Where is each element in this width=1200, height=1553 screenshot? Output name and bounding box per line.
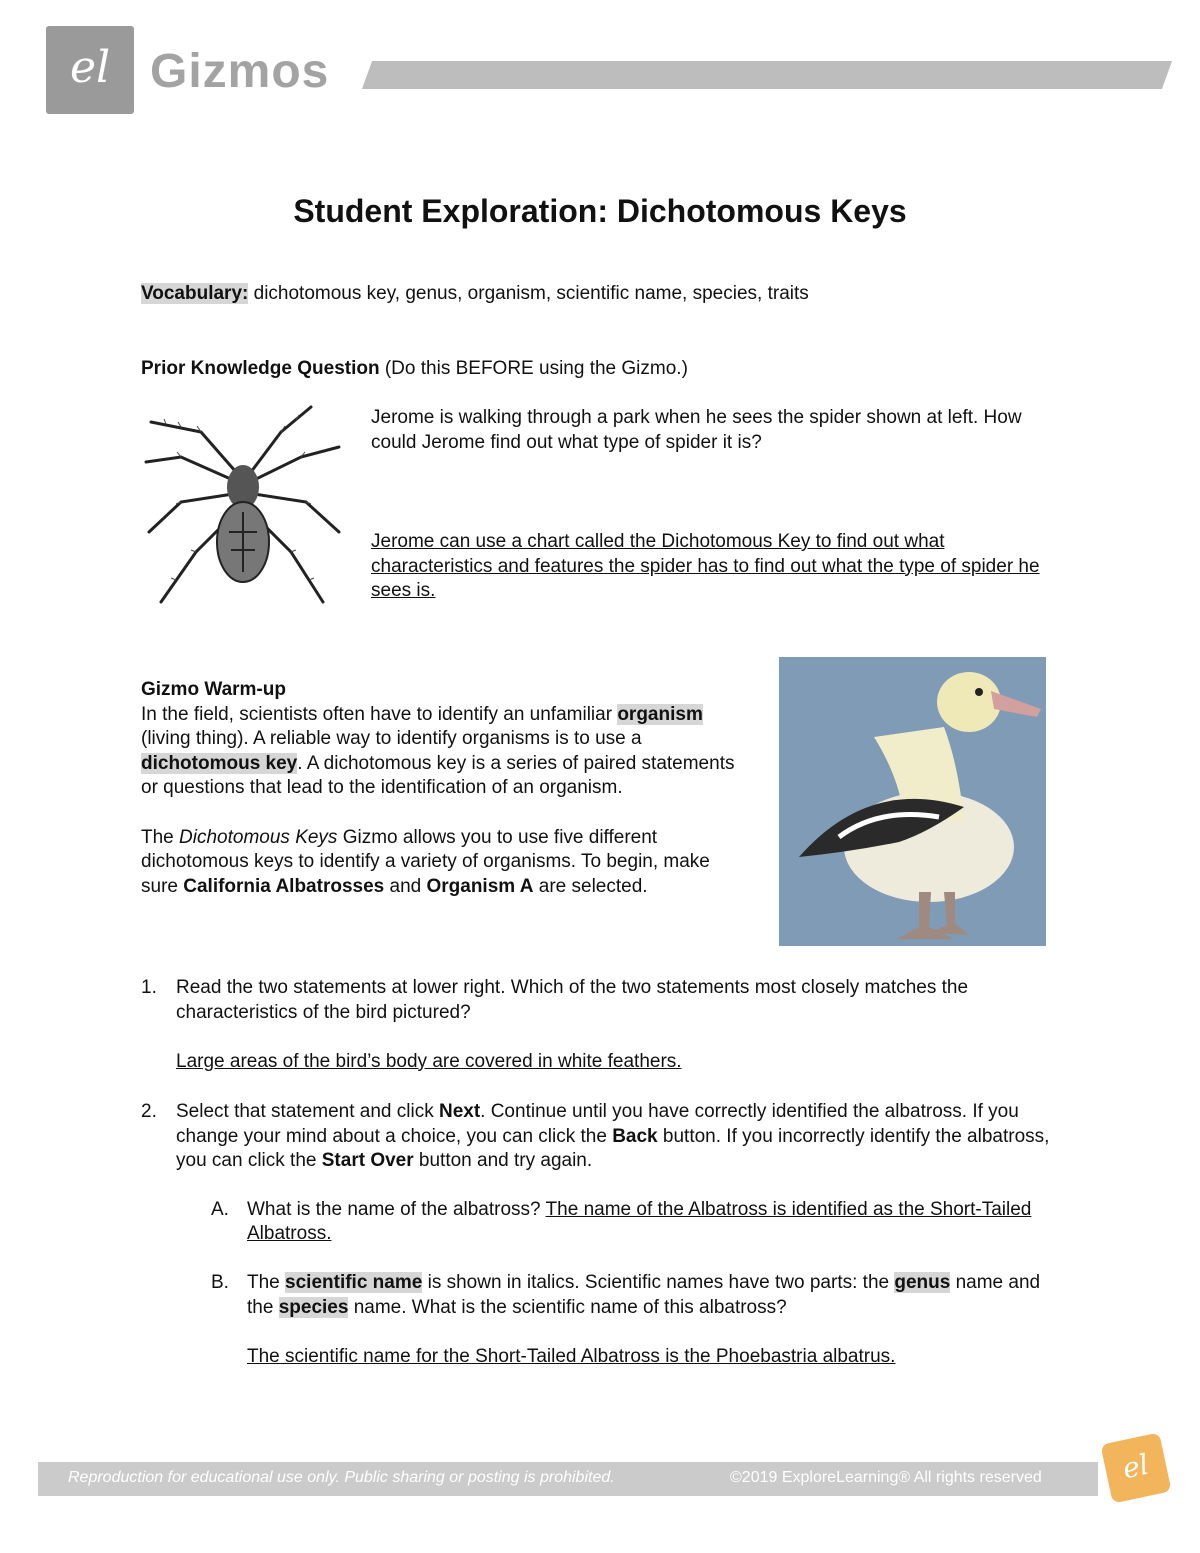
question-1-text: Read the two statements at lower right. Which of the two statements most closely matches the characteristics of the bird pictured?: [176, 977, 969, 1023]
warmup-p1-b: (living thing). A reliable way to identify organisms is to use a: [141, 728, 642, 750]
warmup-paragraph-2: [141, 826, 741, 900]
q2a-answer: The name of the Albatross is identified as the Short-Tailed Albatross.: [247, 1198, 1032, 1245]
explorelearning-logo: [1100, 1432, 1171, 1503]
q2a-question: What is the name of the albatross?: [247, 1198, 546, 1220]
q2-start-over: Start Over: [321, 1150, 414, 1172]
warmup-p2-d: are selected.: [533, 875, 648, 897]
term-scientific-name: scientific name: [285, 1271, 423, 1293]
term-dichotomous-key: dichotomous key: [141, 752, 298, 774]
term-organism: organism: [617, 703, 703, 725]
q2b-b: is shown in italics. Scientific names have two parts: the: [422, 1271, 895, 1293]
q2-back: Back: [612, 1125, 658, 1147]
question-2-text: [176, 1100, 1061, 1174]
warmup-p2-italic: Dichotomous Keys: [179, 826, 338, 848]
header-bar: [362, 61, 1172, 89]
prior-label: Prior Knowledge Question: [141, 358, 380, 379]
question-2a-text: [247, 1198, 1061, 1247]
warmup-p2-bold1: California Albatrosses: [183, 875, 385, 897]
logo-glyph: el: [69, 42, 111, 93]
gizmos-logo: [46, 26, 134, 114]
warmup-p1-a: In the field, scientists often have to identify an unfamiliar: [141, 703, 618, 725]
vocabulary-line: [141, 282, 809, 307]
q2b-d: name. What is the scientific name of this albatross?: [348, 1296, 787, 1318]
footer-reproduction-notice: Reproduction for educational use only. Public sharing or posting is prohibited.: [68, 1469, 615, 1486]
q2b-a: The: [247, 1271, 286, 1293]
term-species: species: [278, 1296, 349, 1318]
prior-knowledge-heading: [141, 357, 688, 382]
question-1: [141, 976, 1061, 1074]
question-1-number: 1.: [141, 977, 157, 998]
spider-image: [141, 402, 345, 608]
footer-copyright: ©2019 ExploreLearning® All rights reserved: [730, 1469, 1042, 1486]
footer-logo-glyph: el: [1119, 1447, 1152, 1486]
term-genus: genus: [894, 1271, 951, 1293]
warmup-section: [141, 678, 741, 899]
q2-text-d: button and try again.: [413, 1150, 593, 1172]
page-title: Student Exploration: Dichotomous Keys: [293, 193, 907, 229]
q2-text-a: Select that statement and click: [176, 1101, 439, 1122]
warmup-p2-a: The: [141, 826, 180, 848]
q2-text-c: button. If you incorrectly identify the albatross, you can click the: [176, 1125, 1050, 1172]
warmup-p2-bold2: Organism A: [426, 875, 534, 897]
prior-question: Jerome is walking through a park when he sees the spider shown at left. How could Jerome find out what type of spider it is?: [371, 407, 1022, 453]
albatross-image: [779, 657, 1046, 946]
vocabulary-label: Vocabulary:: [141, 283, 249, 304]
question-2b-text: [247, 1271, 1061, 1320]
question-2: [141, 1100, 1061, 1369]
q2-next: Next: [438, 1101, 481, 1122]
warmup-paragraph-1: [141, 703, 741, 801]
question-2b-label: B.: [211, 1271, 229, 1293]
question-2b: [211, 1271, 1061, 1369]
warmup-p1-c: . A dichotomous key is a series of paired statements or questions that lead to the identification of an organism.: [141, 752, 735, 799]
prior-note: (Do this BEFORE using the Gizmo.): [379, 358, 688, 379]
vocabulary-text: dichotomous key, genus, organism, scientific name, species, traits: [248, 283, 809, 304]
warmup-heading: Gizmo Warm-up: [141, 679, 286, 700]
question-2a-label: A.: [211, 1198, 229, 1220]
question-2b-answer: The scientific name for the Short-Tailed Albatross is the Phoebastria albatrus.: [247, 1345, 896, 1367]
warmup-p2-b: Gizmo allows you to use five different dichotomous keys to identify a variety of organisms. To begin, make sure: [141, 826, 710, 897]
question-1-answer: Large areas of the bird’s body are covered in white feathers.: [176, 1050, 682, 1072]
q2-text-b: . Continue until you have correctly identified the albatross. If you change your mind about a choice, you can click the: [176, 1101, 1019, 1147]
q2b-c: name and the: [247, 1271, 1041, 1318]
prior-answer: Jerome can use a chart called the Dichotomous Key to find out what characteristics and features the spider has to find out what the type of spider he sees is.: [371, 531, 1040, 602]
question-2-number: 2.: [141, 1101, 157, 1122]
brand-name: Gizmos: [150, 45, 330, 98]
warmup-p2-c: and: [384, 875, 427, 897]
question-2a: [211, 1198, 1061, 1247]
